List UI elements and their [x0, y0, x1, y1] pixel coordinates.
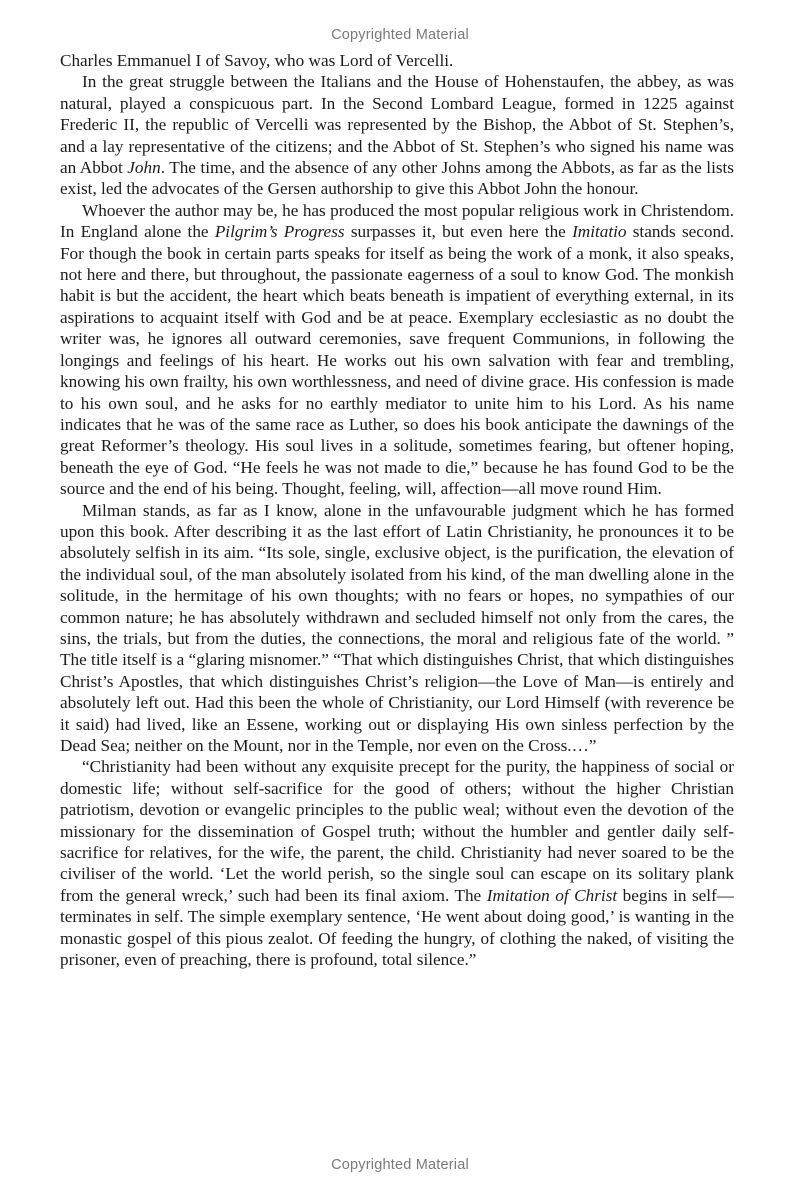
- imitation-of-christ-title: Imitation of Christ: [486, 885, 618, 905]
- paragraph-4-text: Milman stands, as far as I know, alone in the unfavourable judgment which he has formed upon this book. After describing it as the last effort of Latin Christianity, he pronounces it to be absolutely selfish in its aim. “Its sole, single, exclusive object, is the purification, the elevation of the individual soul, of the man absolutely isolated from his kind, of the man dwelling alone in the solitude, in the hermitage of his own thoughts; with no fears or hopes, no sympathies of our common nature; he has absolutely withdrawn and secluded himself not only from the cares, the sins, the trials, but from the duties, the connections, the moral and religious fate of the world. ” The title itself is a “glaring misnomer.” “That which distinguishes Christ, that which distinguishes Christ’s Apostles, that which distinguishes Christ’s religion—the Love of Man—is entirely and absolutely left out. Had this been the whole of Christianity, our Lord Himself (with reverence be it said) had lived, like an Essene, working out or displaying His own sinless perfection by the Dead Sea; neither on the Mount, nor in the Temple, nor even on the Cross.…”: [60, 500, 734, 755]
- paragraph-5: [60, 756, 734, 970]
- abbot-john-name: John: [127, 158, 161, 178]
- copyright-watermark-bottom: Copyrighted Material: [331, 1157, 469, 1173]
- paragraph-5-text: “Christianity had been without any exquisite precept for the purity, the happiness of social or domestic life; without self-sacrifice for the good of others; without the higher Christian patriotism, devotion or evangelic principles to the public weal; without even the devotion of the missionary for the dissemination of Gospel truth; without the humbler and gentler daily self-sacrifice for relatives, for the wife, the parent, the child. Christianity had never soared to be the civiliser of the world. ‘Let the world perish, so the single soul can escape on its solitary plank from the general wreck,’ such had been its final axiom. The: [60, 757, 734, 905]
- copyright-watermark-top: Copyrighted Material: [331, 27, 469, 43]
- paragraph-1: [60, 50, 734, 71]
- page-body: [60, 50, 734, 970]
- paragraph-3-text: Whoever the author may be, he has produced the most popular religious work in Christendom. In England alone the: [60, 200, 734, 242]
- paragraph-4: [60, 500, 734, 757]
- imitatio-title: Imitatio: [572, 222, 627, 242]
- paragraph-2-text: In the great struggle between the Italians and the House of Hohenstaufen, the abbey, as was natural, played a conspicuous part. In the Second Lombard League, formed in 1225 against Frederic II, the republic of Vercelli was represented by the Bishop, the Abbot of St. Stephen’s, and a lay representative of the citizens; and the Abbot of St. Stephen’s who signed his name was an Abbot: [60, 72, 734, 178]
- paragraph-1-text: Charles Emmanuel I of Savoy, who was Lord of Vercelli.: [60, 51, 454, 70]
- paragraph-5-text: begins in self—terminates in self. The simple exemplary sentence, ‘He went about doing good,’ is wanting in the monastic gospel of this pious zealot. Of feeding the hungry, of clothing the naked, of visiting the prisoner, even of preaching, there is profound, total silence.”: [60, 885, 734, 970]
- pilgrims-progress-title: Pilgrim’s Progress: [214, 222, 345, 242]
- paragraph-2-text: . The time, and the absence of any other Johns among the Abbots, as far as the lists exist, led the advocates of the Gersen authorship to give this Abbot John the honour.: [60, 158, 734, 199]
- paragraph-3-text: surpasses it, but even here the: [344, 222, 573, 242]
- paragraph-3-text: stands second. For though the book in certain parts speaks for itself as being the work of a monk, it also speaks, not here and there, but throughout, the passionate eagerness of a soul to know God. The monkish habit is but the accident, the heart which beats beneath is impatient of everything external, in its aspirations to acquaint itself with God and be at peace. Exemplary ecclesiastic as no doubt the writer was, he ignores all outward ceremonies, save frequent Communions, in following the longings and feelings of his heart. He works out his own salvation with fear and trembling, knowing his own frailty, his own worthlessness, and need of divine grace. His confession is made to his own soul, and he asks for no earthly mediator to unite him to his Lord. As his name indicates that he was of the same race as Luther, so does his book anticipate the dawnings of the great Reformer’s theology. His soul lives in a solitude, sometimes fearing, but oftener hoping, beneath the eye of God. “He feels he was not made to die,” because he has found God to be the source and the end of his being. Thought, feeling, will, affection—all move round Him.: [60, 222, 734, 499]
- paragraph-2: [60, 71, 734, 199]
- paragraph-3: [60, 200, 734, 500]
